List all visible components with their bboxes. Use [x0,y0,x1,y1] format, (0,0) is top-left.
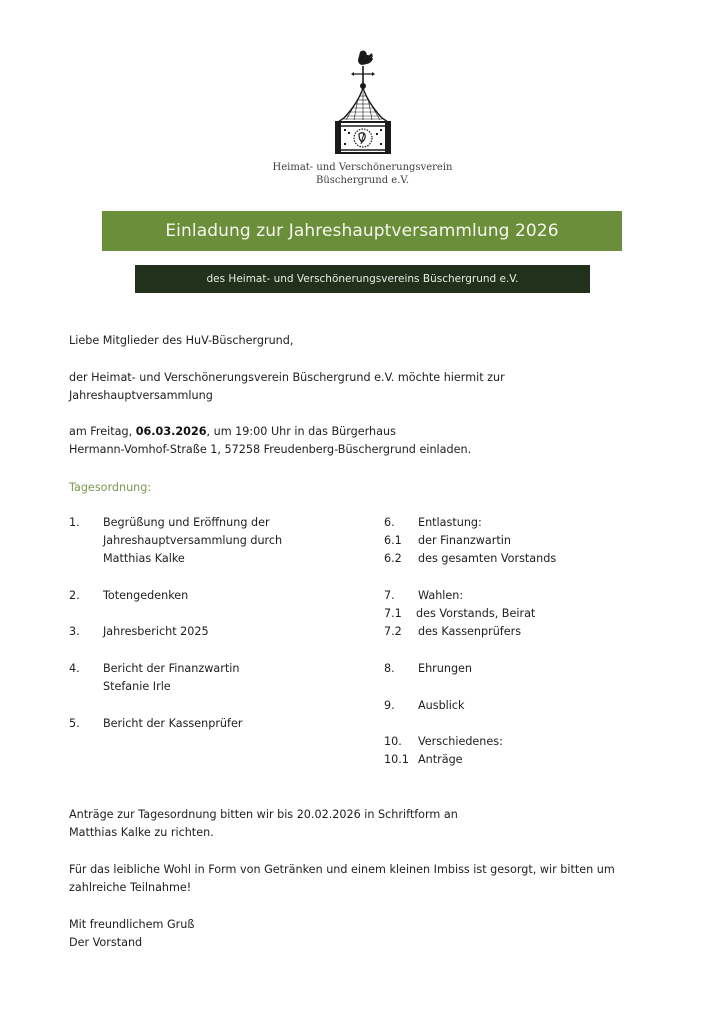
agenda-item-3-number: 3. [69,625,80,638]
agenda-item-4-line-1: Bericht der Finanzwartin [103,662,240,675]
agenda-item-1-line-2: Jahreshauptversammlung durch [103,534,283,547]
event-date: 06.03.2026 [135,425,207,438]
agenda-item-7-2-label: des Kassenprüfers [418,625,522,638]
agenda-item-10-1-label: Anträge [418,753,463,766]
intro-line-1: der Heimat- und Verschönerungsverein Büschergrund e.V. möchte hiermit zur [69,371,505,384]
agenda-item-1-line-3: Matthias Kalke [103,552,185,565]
agenda-item-2-label: Totengedenken [103,589,189,602]
closing-salutation: Mit freundlichem Gruß [69,918,195,931]
agenda-item-9-number: 9. [384,699,395,712]
motions-line-1: Anträge zur Tagesordnung bitten wir bis 20.02.2026 in Schriftform an [69,808,458,821]
agenda-item-2-number: 2. [69,589,80,602]
agenda-item-7-label: Wahlen: [418,589,464,602]
agenda-item-6-number: 6. [384,516,395,529]
closing-signature: Der Vorstand [69,936,143,949]
agenda-item-10-1-number: 10.1 [384,753,409,766]
agenda-item-8-number: 8. [384,662,395,675]
agenda-item-5-label: Bericht der Kassenprüfer [103,717,243,730]
agenda-item-6-2-label: des gesamten Vorstands [418,552,557,565]
agenda-item-4-number: 4. [69,662,80,675]
intro-line-2: Jahreshauptversammlung [69,389,213,402]
agenda-item-4-line-2: Stefanie Irle [103,680,171,693]
motions-line-2: Matthias Kalke zu richten. [69,826,214,839]
page-subtitle: des Heimat- und Verschönerungsvereins Büschergrund e.V. [135,265,590,293]
event-time-place: , um 19:00 Uhr in das Bürgerhaus [206,425,396,438]
agenda-item-6-1-number: 6.1 [384,534,402,547]
agenda-item-9-label: Ausblick [418,699,465,712]
church-tower-weathervane-icon [330,48,396,156]
greeting: Liebe Mitglieder des HuV-Büschergrund, [69,334,294,347]
agenda-item-8-label: Ehrungen [418,662,473,675]
agenda-item-1-number: 1. [69,516,80,529]
event-date-line [69,423,396,441]
catering-line-2: zahlreiche Teilnahme! [69,881,192,894]
agenda-item-3-label: Jahresbericht 2025 [103,625,209,638]
agenda-item-6-2-number: 6.2 [384,552,402,565]
agenda-item-6-1-label: der Finanzwartin [418,534,511,547]
catering-line-1: Für das leibliche Wohl in Form von Getränken und einem kleinen Imbiss ist gesorgt, wir bitten um [69,863,615,876]
agenda-item-6-label: Entlastung: [418,516,482,529]
agenda-item-10-number: 10. [384,735,402,748]
logo-org-name-line2: Büschergrund e.V. [315,175,410,186]
agenda-heading: Tagesordnung: [69,481,152,494]
agenda-item-7-number: 7. [384,589,395,602]
agenda-item-7-1-number: 7.1 [384,607,402,620]
agenda-item-7-2-number: 7.2 [384,625,402,638]
event-address: Hermann-Vomhof-Straße 1, 57258 Freudenberg-Büschergrund einladen. [69,443,472,456]
agenda-item-7-1-label: des Vorstands, Beirat [416,607,536,620]
event-prefix: am Freitag, [69,425,136,438]
logo-org-name-line1: Heimat- und Verschönerungsverein [272,162,453,173]
agenda-item-10-label: Verschiedenes: [418,735,503,748]
agenda-item-1-line-1: Begrüßung und Eröffnung der [103,516,270,529]
page-title: Einladung zur Jahreshauptversammlung 2026 [102,211,622,251]
agenda-item-5-number: 5. [69,717,80,730]
